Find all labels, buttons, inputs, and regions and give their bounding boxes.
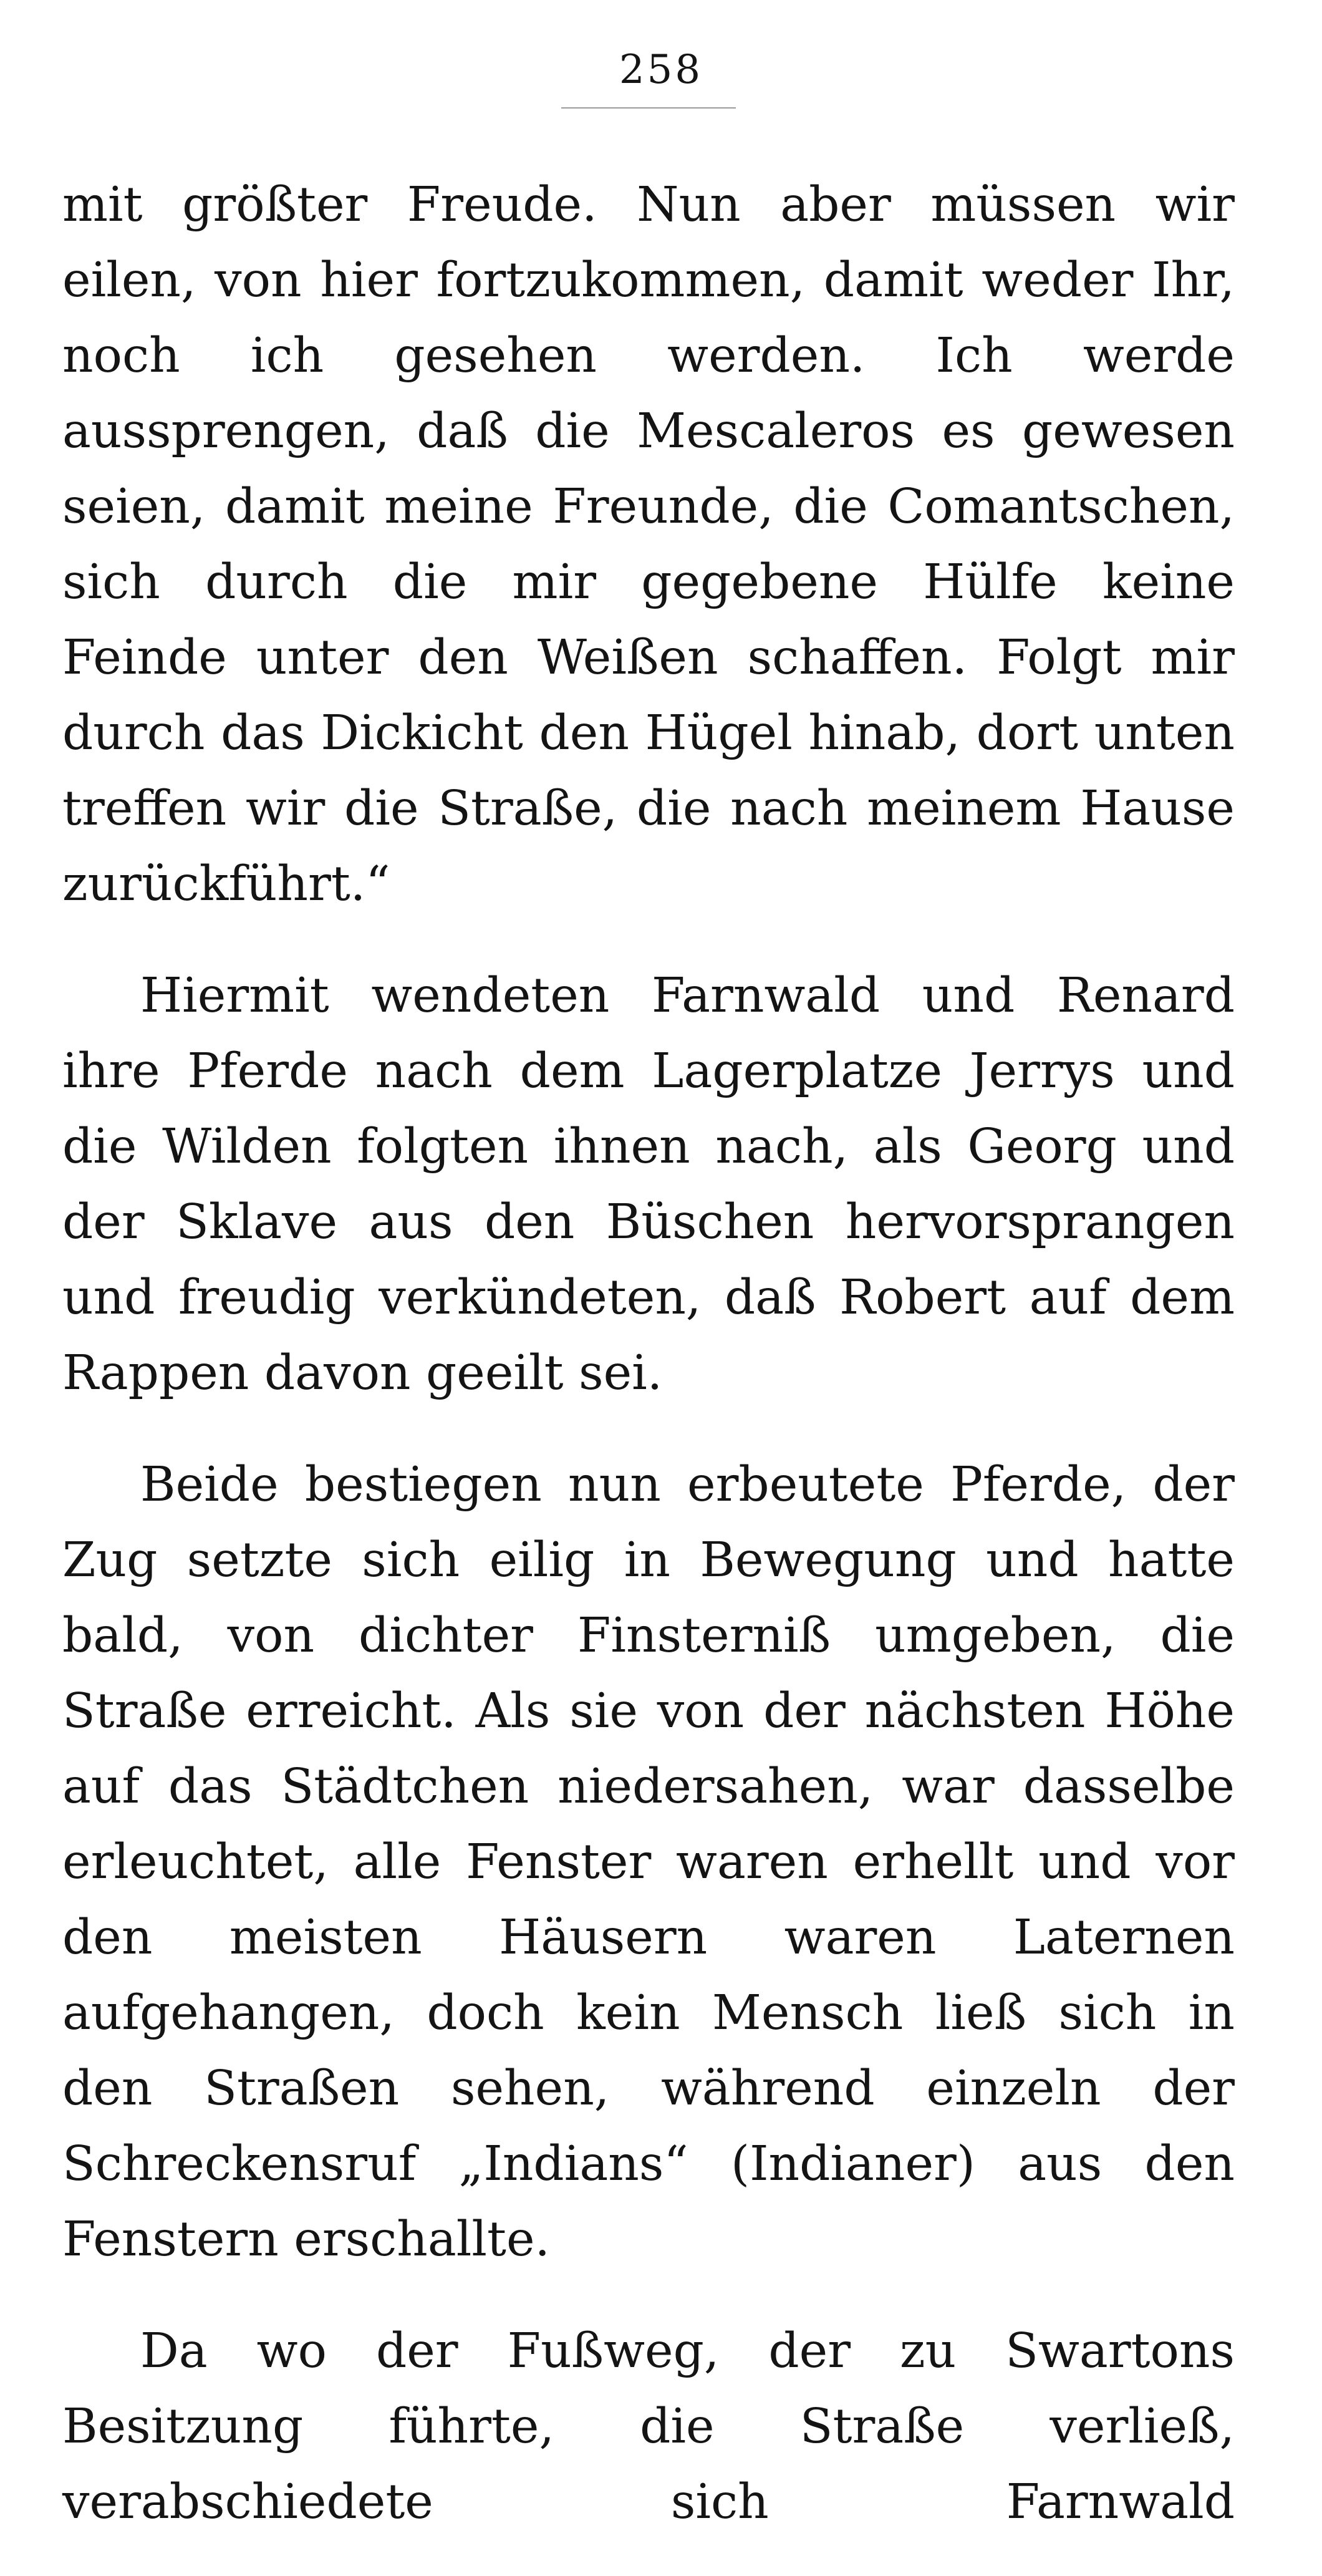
paragraph: Da wo der Fußweg, der zu Swartons Besitzung führte, die Straße verließ, verabschiedete sich Farnwald [62, 2323, 1235, 2530]
paragraph: Hiermit wendeten Farnwald und Renard ihre Pferde nach dem Lagerplatze Jerrys und die Wilden folgten ihnen nach, als Georg und der Sklave aus den Büschen hervorsprangen und freudig verkündeten, daß Robert auf dem Rappen davon geeilt sei. [62, 968, 1235, 1401]
page-number: 258 [619, 47, 703, 93]
header-rule [561, 107, 736, 109]
body-text [62, 167, 1235, 2576]
paragraph: Beide bestiegen nun erbeutete Pferde, der Zug setzte sich eilig in Bewegung und hatte bald, von dichter Finsterniß umgeben, die Straße erreicht. Als sie von der nächsten Höhe auf das Städtchen niedersahen, war dasselbe erleuchtet, alle Fenster waren erhellt und vor den meisten Häusern waren Laternen aufgehangen, doch kein Mensch ließ sich in den Straßen sehen, während einzeln der Schreckensruf „Indians“ (Indianer) aus den Fenstern erschallte. [62, 1457, 1235, 2267]
paragraph: mit größter Freude. Nun aber müssen wir eilen, von hier fortzukommen, damit weder Ihr, noch ich gesehen werden. Ich werde aussprengen, daß die Mescaleros es gewesen seien, damit meine Freunde, die Comantschen, sich durch die mir gegebene Hülfe keine Feinde unter den Weißen schaffen. Folgt mir durch das Dickicht den Hügel hinab, dort unten treffen wir die Straße, die nach meinem Hause zurückführt.“ [62, 177, 1235, 912]
